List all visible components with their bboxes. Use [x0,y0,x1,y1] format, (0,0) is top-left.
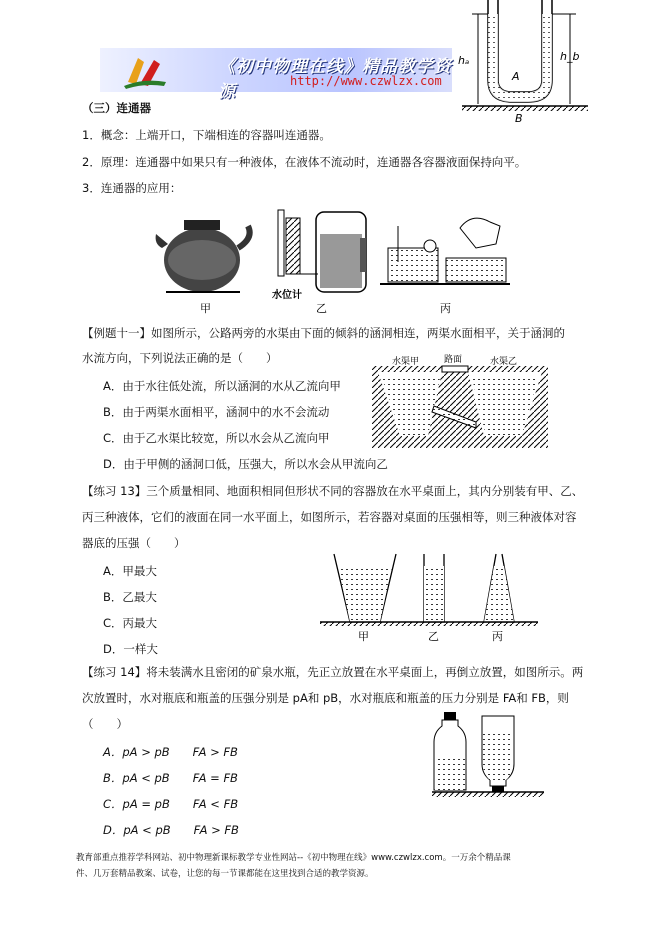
boiler-figure [278,210,366,292]
logo-icon [120,52,170,90]
practice13-option-a[interactable]: A．甲最大 [103,564,157,578]
containers-figure [320,552,538,648]
practice13-option-b[interactable]: B．乙最大 [103,590,157,604]
label-b: B [515,112,523,124]
label-ha: hₐ [458,54,470,67]
bottles-figure [432,712,544,804]
u-tube-figure [452,0,592,124]
example11-option-c[interactable]: C．由于乙水渠比较宽，所以水会从乙流向甲 [103,431,330,445]
practice14-option-c[interactable]: C．pA = pB FA < FB [103,797,239,811]
container-label-bing: 丙 [492,630,503,643]
practice14-option-a[interactable]: A．pA > pB FA > FB [103,745,238,759]
gauge-label: 水位计 [272,290,302,301]
app-label-yi: 乙 [316,302,327,315]
example11-option-a[interactable]: A．由于水往低处流，所以涵洞的水从乙流向甲 [103,379,341,393]
container-label-yi: 乙 [428,630,439,643]
trough-figure [380,218,510,284]
example11-option-d[interactable]: D．由于甲侧的涵洞口低，压强大，所以水会从甲流向乙 [103,457,388,471]
example11-line1: 【例题十一】如图所示，公路两旁的水渠由下面的倾斜的涵洞相连，两渠水面相平，关于涵洞的 [82,326,565,340]
point-2: 2．原理：连通器中如果只有一种液体，在液体不流动时，连通器各容器液面保持向平。 [82,155,527,169]
practice14-option-b[interactable]: B．pA < pB FA = FB [103,771,238,785]
practice13-line1: 【练习 13】三个质量相同、地面积相同但形状不同的容器放在水平桌面上，其内分别装有甲、乙、 [82,484,584,498]
example11-option-b[interactable]: B．由于两渠水面相平，涵洞中的水不会流动 [103,405,330,419]
practice13-option-d[interactable]: D．一样大 [103,642,158,656]
practice13-line3: 器底的压强（ ） [82,536,186,550]
applications-figure [150,198,510,316]
canal-label-road: 路面 [444,355,463,365]
footer-line2: 件、几万套精品教案、试卷，让您的每一节课都能在这里找到合适的教学资源。 [76,869,374,879]
banner-title: 《初中物理在线》精品教学资源 [218,57,452,102]
practice13-line2: 丙三种液体，它们的液面在同一水平面上，如图所示，若容器对桌面的压强相等，则三种液体对容 [82,510,577,524]
canal-label-a: 水渠甲 [392,357,420,367]
label-a: A [512,70,520,83]
app-label-bing: 丙 [440,302,451,315]
practice14-line1: 【练习 14】将未装满水且密闭的矿泉水瓶，先正立放置在水平桌面上，再倒立放置，如图所示。两 [82,665,584,679]
canal-label-b: 水渠乙 [490,357,518,367]
practice14-line2: 次放置时，水对瓶底和瓶盖的压强分别是 pA和 pB，水对瓶底和瓶盖的压力分别是 FA和 FB，则 [82,691,569,705]
point-3: 3．连通器的应用： [82,181,182,195]
header-banner [100,48,452,102]
practice14-line3: （ ） [82,717,128,731]
example11-line2: 水流方向，下列说法正确的是（ ） [82,351,278,365]
point-1: 1．概念：上端开口，下端相连的容器叫连通器。 [82,128,331,142]
practice14-option-d[interactable]: D．pA < pB FA > FB [103,823,239,837]
canal-figure [372,352,548,448]
teapot-figure [156,220,250,292]
label-hb: h_b [560,50,580,63]
app-label-jia: 甲 [200,302,211,315]
practice13-option-c[interactable]: C．丙最大 [103,616,158,630]
banner-url[interactable]: http://www.czwlzx.com [290,74,442,88]
footer-line1: 教育部重点推荐学科网站、初中物理新课标教学专业性网站--《初中物理在线》www.czwlzx.com。一万余个精品课 [76,853,511,863]
section-title: （三）连通器 [82,101,151,115]
container-label-jia: 甲 [358,630,369,643]
